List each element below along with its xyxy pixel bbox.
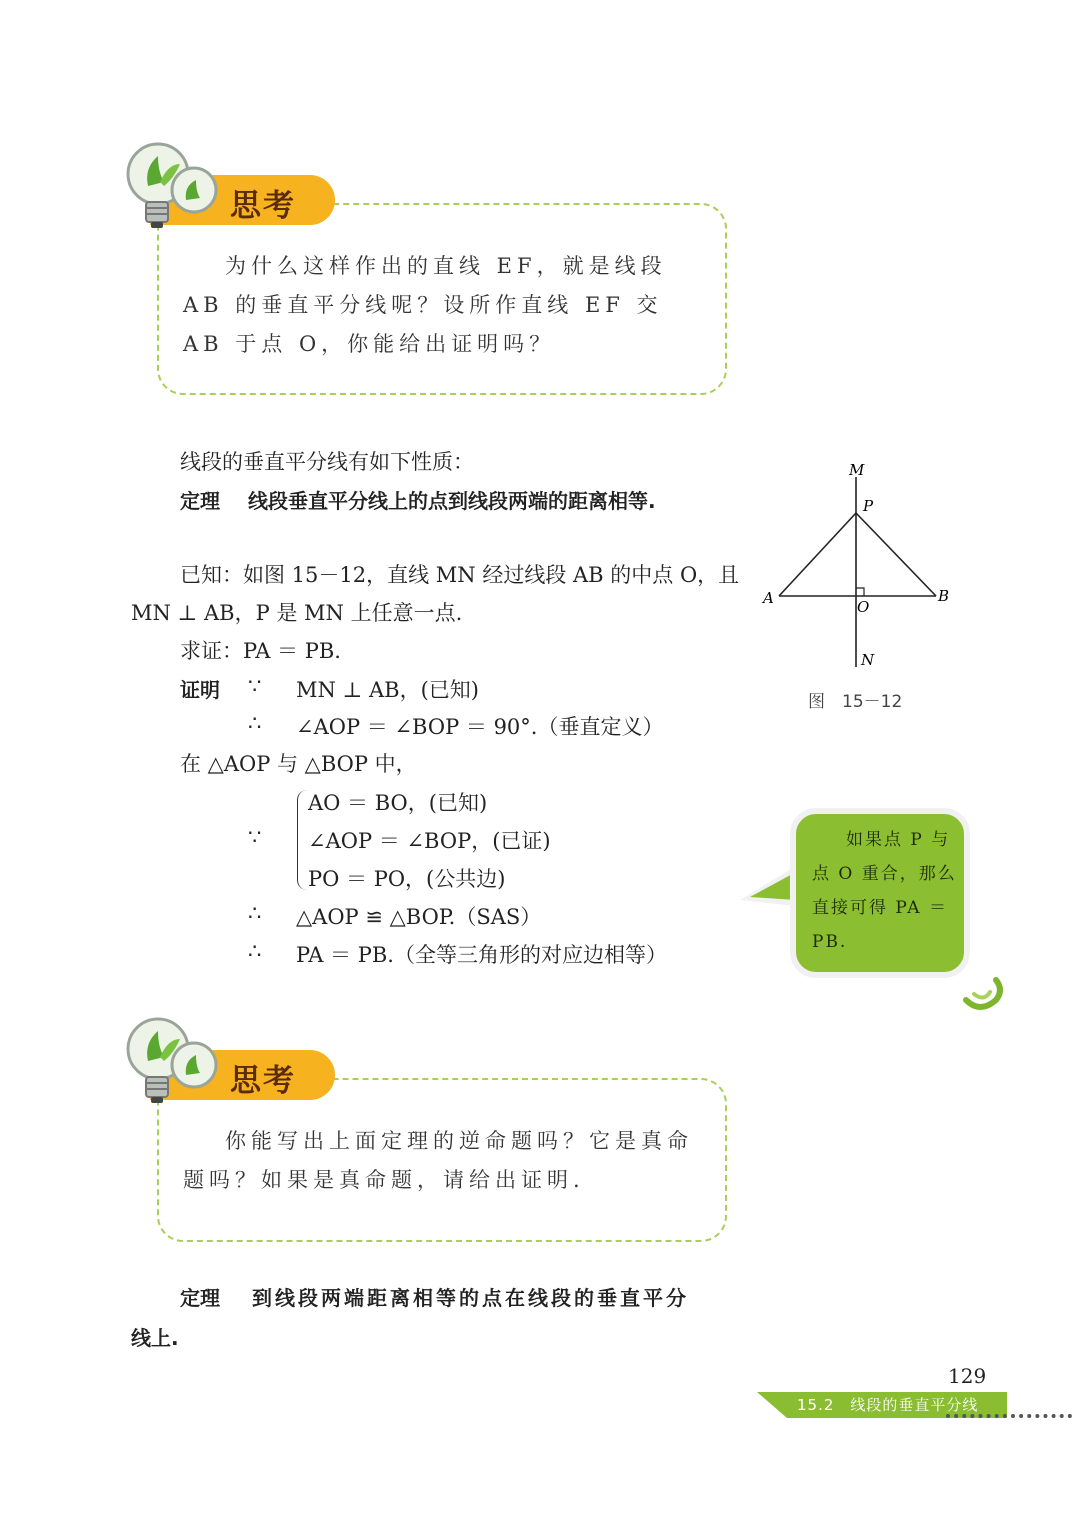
lightbulb-icon xyxy=(124,1013,224,1108)
because-symbol-1: ∵ xyxy=(248,674,262,698)
label-m: M xyxy=(849,461,865,479)
label-p: P xyxy=(863,497,874,515)
figure-caption: 图 15－12 xyxy=(808,692,903,712)
proof-label: 证明 xyxy=(180,678,220,702)
theorem2-text-2: 线上. xyxy=(131,1326,179,1350)
proof-step-4: PA ＝ PB.（全等三角形的对应边相等） xyxy=(296,943,667,967)
segment-pa xyxy=(779,513,856,596)
proof-condition-1: AO ＝ BO，(已知) xyxy=(308,791,488,815)
figure-15-12 xyxy=(755,455,965,675)
label-n: N xyxy=(861,651,875,669)
label-b: B xyxy=(938,587,950,605)
page-number: 129 xyxy=(948,1364,987,1388)
proof-step-1: MN ⊥ AB，(已知) xyxy=(296,678,479,702)
proof-in-triangles: 在 △AOP 与 △BOP 中， xyxy=(180,752,417,776)
given-line-2: MN ⊥ AB，P 是 MN 上任意一点. xyxy=(131,601,463,625)
think-text-2: 你能写出上面定理的逆命题吗？它是真命题吗？如果是真命题，请给出证明. xyxy=(183,1129,693,1192)
proof-step-2: ∠AOP ＝ ∠BOP ＝ 90°.（垂直定义） xyxy=(296,715,664,739)
think-label-1: 思考 xyxy=(230,188,296,224)
bubble-tail xyxy=(738,860,798,920)
proof-step-3: △AOP ≌ △BOP.（SAS） xyxy=(296,905,542,929)
think-label-2: 思考 xyxy=(230,1063,296,1099)
proof-condition-2: ∠AOP ＝ ∠BOP，(已证) xyxy=(308,829,551,853)
brace xyxy=(297,790,308,890)
therefore-symbol-1: ∴ xyxy=(248,711,262,735)
therefore-symbol-3: ∴ xyxy=(248,939,262,963)
think-text-1: 为什么这样作出的直线 EF，就是线段 AB 的垂直平分线呢？设所作直线 EF 交 AB 于点 O，你能给出证明吗？ xyxy=(183,254,667,356)
footer-dots xyxy=(946,1414,1072,1424)
because-symbol-2: ∵ xyxy=(248,825,262,849)
given-line-1: 已知：如图 15－12，直线 MN 经过线段 AB 的中点 O，且 xyxy=(180,563,740,587)
prove-text: 求证：PA ＝ PB. xyxy=(180,639,341,663)
label-o: O xyxy=(857,598,870,616)
lightbulb-icon xyxy=(124,138,224,233)
theorem2-text-1: 到线段两端距离相等的点在线段的垂直平分 xyxy=(252,1286,689,1310)
theorem1-label: 定理 xyxy=(180,489,220,513)
therefore-symbol-2: ∴ xyxy=(248,901,262,925)
label-a: A xyxy=(763,589,774,607)
intro-text: 线段的垂直平分线有如下性质： xyxy=(180,450,474,474)
theorem1-text: 线段垂直平分线上的点到线段两端的距离相等. xyxy=(248,489,656,513)
proof-condition-3: PO ＝ PO，(公共边) xyxy=(308,867,506,891)
swirl-icon xyxy=(960,970,1008,1018)
right-angle-mark xyxy=(856,588,864,596)
segment-pb xyxy=(856,513,936,596)
hint-bubble-text: 如果点 P 与点 O 重合，那么直接可得 PA ＝ PB. xyxy=(812,830,957,952)
section-title: 15.2 线段的垂直平分线 xyxy=(797,1396,979,1414)
theorem2-label: 定理 xyxy=(180,1286,220,1310)
